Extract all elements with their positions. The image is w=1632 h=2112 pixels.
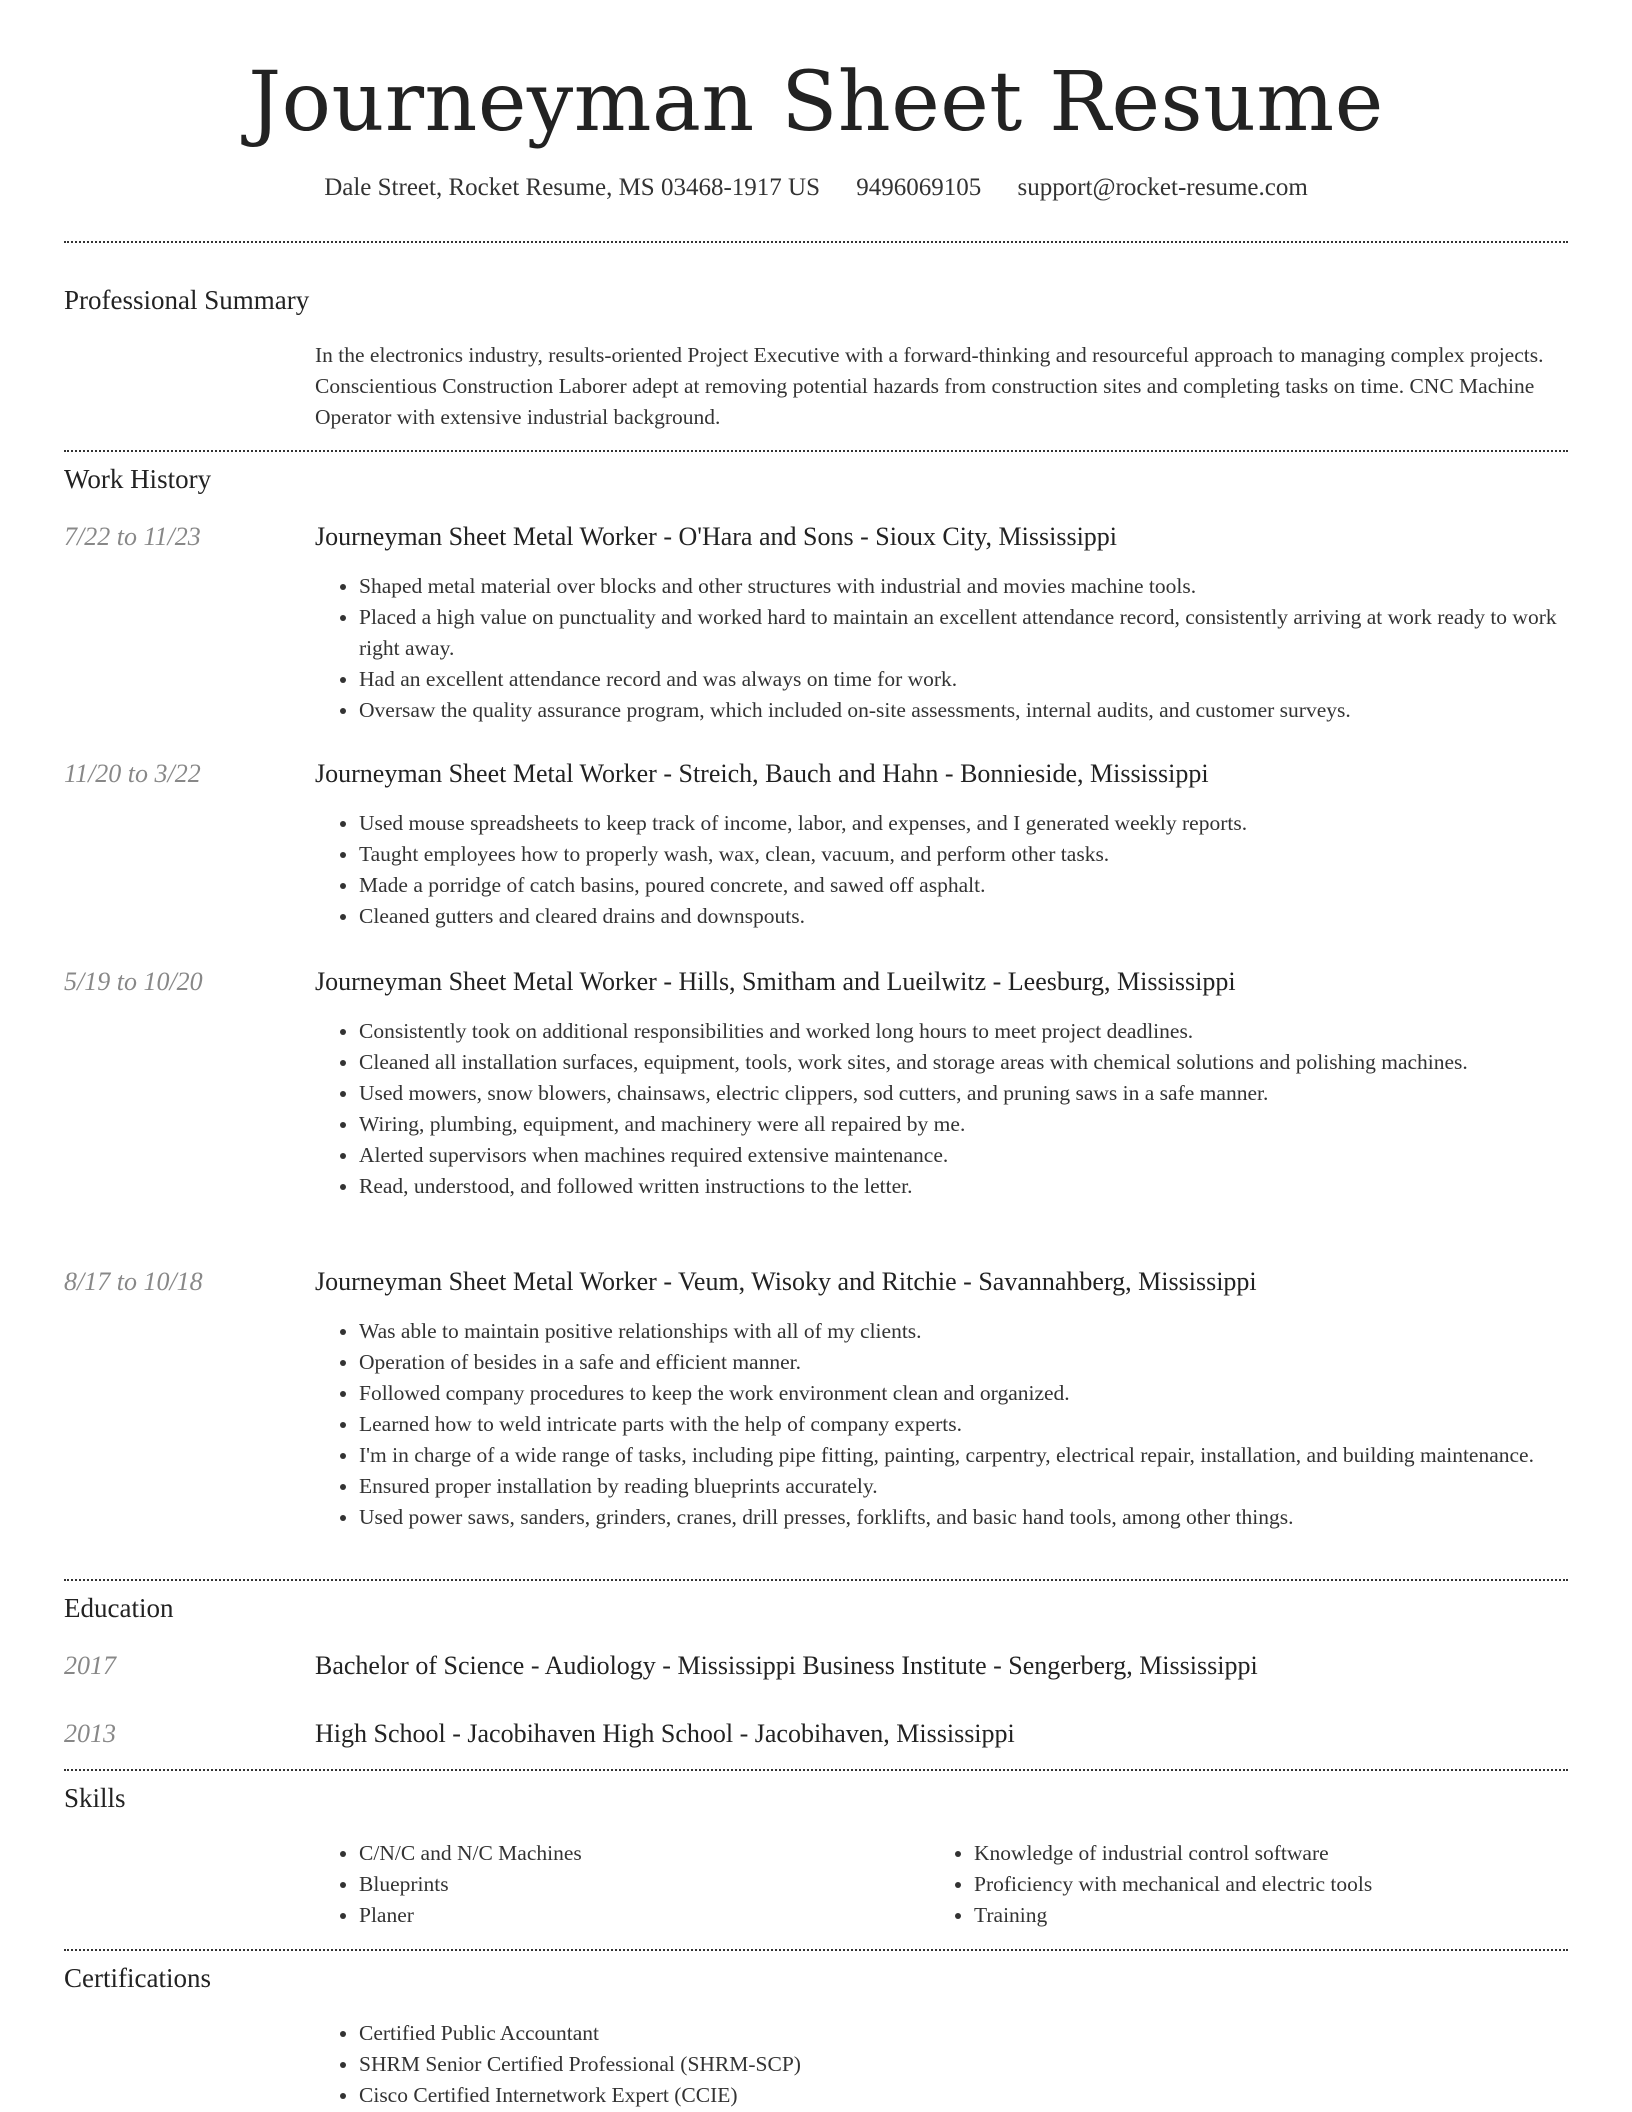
section-divider <box>64 1579 1568 1581</box>
list-item: • Blueprints <box>359 1869 1565 1900</box>
list-item: • Placed a high value on punctuality and worked hard to maintain an excellent attendance record, consistently arriving at work ready to work right away. <box>359 602 1565 664</box>
job-title: Journeyman Sheet Metal Worker - Veum, Wisoky and Ritchie - Savannahberg, Mississippi <box>315 1267 1257 1296</box>
job-duties-list <box>315 1316 1565 1533</box>
list-item: • Proficiency with mechanical and electric tools <box>974 1869 1632 1900</box>
list-item: • Certified Public Accountant <box>359 2018 1565 2049</box>
resume-title: Journeyman Sheet Resume <box>248 55 1384 150</box>
list-item: • SHRM Senior Certified Professional (SHRM-SCP) <box>359 2049 1565 2080</box>
education-year: 2017 <box>64 1651 116 1680</box>
list-item: • Oversaw the quality assurance program, which included on-site assessments, internal audits, and customer surveys. <box>359 695 1565 726</box>
list-item: • Followed company procedures to keep the work environment clean and organized. <box>359 1378 1565 1409</box>
job-dates: 7/22 to 11/23 <box>64 522 201 551</box>
job-dates: 8/17 to 10/18 <box>64 1267 203 1296</box>
summary-heading: Professional Summary <box>64 285 310 315</box>
education-entry: Bachelor of Science - Audiology - Mississippi Business Institute - Sengerberg, Mississippi <box>315 1651 1258 1680</box>
contact-address: Dale Street, Rocket Resume, MS 03468-1917 US <box>324 174 820 201</box>
job-duties-list <box>315 1016 1565 1202</box>
list-item: • Cleaned all installation surfaces, equipment, tools, work sites, and storage areas with chemical solutions and polishing machines. <box>359 1047 1565 1078</box>
list-item: • Alerted supervisors when machines required extensive maintenance. <box>359 1140 1565 1171</box>
list-item: • Shaped metal material over blocks and other structures with industrial and movies machine tools. <box>359 571 1565 602</box>
skills-list-right <box>930 1838 1632 1931</box>
skills-heading: Skills <box>64 1783 126 1813</box>
list-item: • Taught employees how to properly wash, wax, clean, vacuum, and perform other tasks. <box>359 839 1565 870</box>
job-title: Journeyman Sheet Metal Worker - Streich, Bauch and Hahn - Bonnieside, Mississippi <box>315 759 1209 788</box>
contact-email: support@rocket-resume.com <box>1017 174 1308 201</box>
list-item: • Was able to maintain positive relationships with all of my clients. <box>359 1316 1565 1347</box>
list-item: • I'm in charge of a wide range of tasks, including pipe fitting, painting, carpentry, electrical repair, installation, and building maintenance. <box>359 1440 1565 1471</box>
list-item: • Read, understood, and followed written instructions to the letter. <box>359 1171 1565 1202</box>
education-heading: Education <box>64 1593 174 1623</box>
list-item: • Had an excellent attendance record and was always on time for work. <box>359 664 1565 695</box>
contact-phone: 9496069105 <box>856 174 982 201</box>
certifications-heading: Certifications <box>64 1963 211 1993</box>
list-item: • C/N/C and N/C Machines <box>359 1838 1565 1869</box>
education-entry: High School - Jacobihaven High School - Jacobihaven, Mississippi <box>315 1719 1015 1748</box>
list-item: • Training <box>974 1900 1632 1931</box>
section-divider <box>64 1769 1568 1771</box>
list-item: • Used mouse spreadsheets to keep track of income, labor, and expenses, and I generated weekly reports. <box>359 808 1565 839</box>
list-item: • Ensured proper installation by reading blueprints accurately. <box>359 1471 1565 1502</box>
list-item: • Cisco Certified Internetwork Expert (CCIE) <box>359 2080 1565 2111</box>
section-divider <box>64 241 1568 243</box>
job-title: Journeyman Sheet Metal Worker - Hills, Smitham and Lueilwitz - Leesburg, Mississippi <box>315 967 1236 996</box>
work-history-heading: Work History <box>64 464 212 494</box>
job-title: Journeyman Sheet Metal Worker - O'Hara and Sons - Sioux City, Mississippi <box>315 522 1118 551</box>
list-item: • Knowledge of industrial control software <box>974 1838 1632 1869</box>
section-divider <box>64 1949 1568 1951</box>
summary-text: In the electronics industry, results-oriented Project Executive with a forward-thinking and resourceful approach to managing complex projects. Conscientious Construction Laborer adept at removing potential hazards from construction sites and completing tasks on time. CNC Machine Operator with extensive industrial background. <box>315 343 1544 429</box>
certifications-list <box>315 2018 1565 2111</box>
job-duties-list <box>315 571 1565 726</box>
list-item: • Planer <box>359 1900 1565 1931</box>
list-item: • Used power saws, sanders, grinders, cranes, drill presses, forklifts, and basic hand tools, among other things. <box>359 1502 1565 1533</box>
contact-line <box>0 168 1632 208</box>
job-duties-list <box>315 808 1565 932</box>
list-item: • Consistently took on additional responsibilities and worked long hours to meet project deadlines. <box>359 1016 1565 1047</box>
list-item: • Made a porridge of catch basins, poured concrete, and sawed off asphalt. <box>359 870 1565 901</box>
list-item: • Used mowers, snow blowers, chainsaws, electric clippers, sod cutters, and pruning saws in a safe manner. <box>359 1078 1565 1109</box>
list-item: • Wiring, plumbing, equipment, and machinery were all repaired by me. <box>359 1109 1565 1140</box>
list-item: • Learned how to weld intricate parts with the help of company experts. <box>359 1409 1565 1440</box>
education-year: 2013 <box>64 1719 116 1748</box>
job-dates: 5/19 to 10/20 <box>64 967 203 996</box>
list-item: • Cleaned gutters and cleared drains and downspouts. <box>359 901 1565 932</box>
section-divider <box>64 450 1568 452</box>
list-item: • Operation of besides in a safe and efficient manner. <box>359 1347 1565 1378</box>
job-dates: 11/20 to 3/22 <box>64 759 201 788</box>
